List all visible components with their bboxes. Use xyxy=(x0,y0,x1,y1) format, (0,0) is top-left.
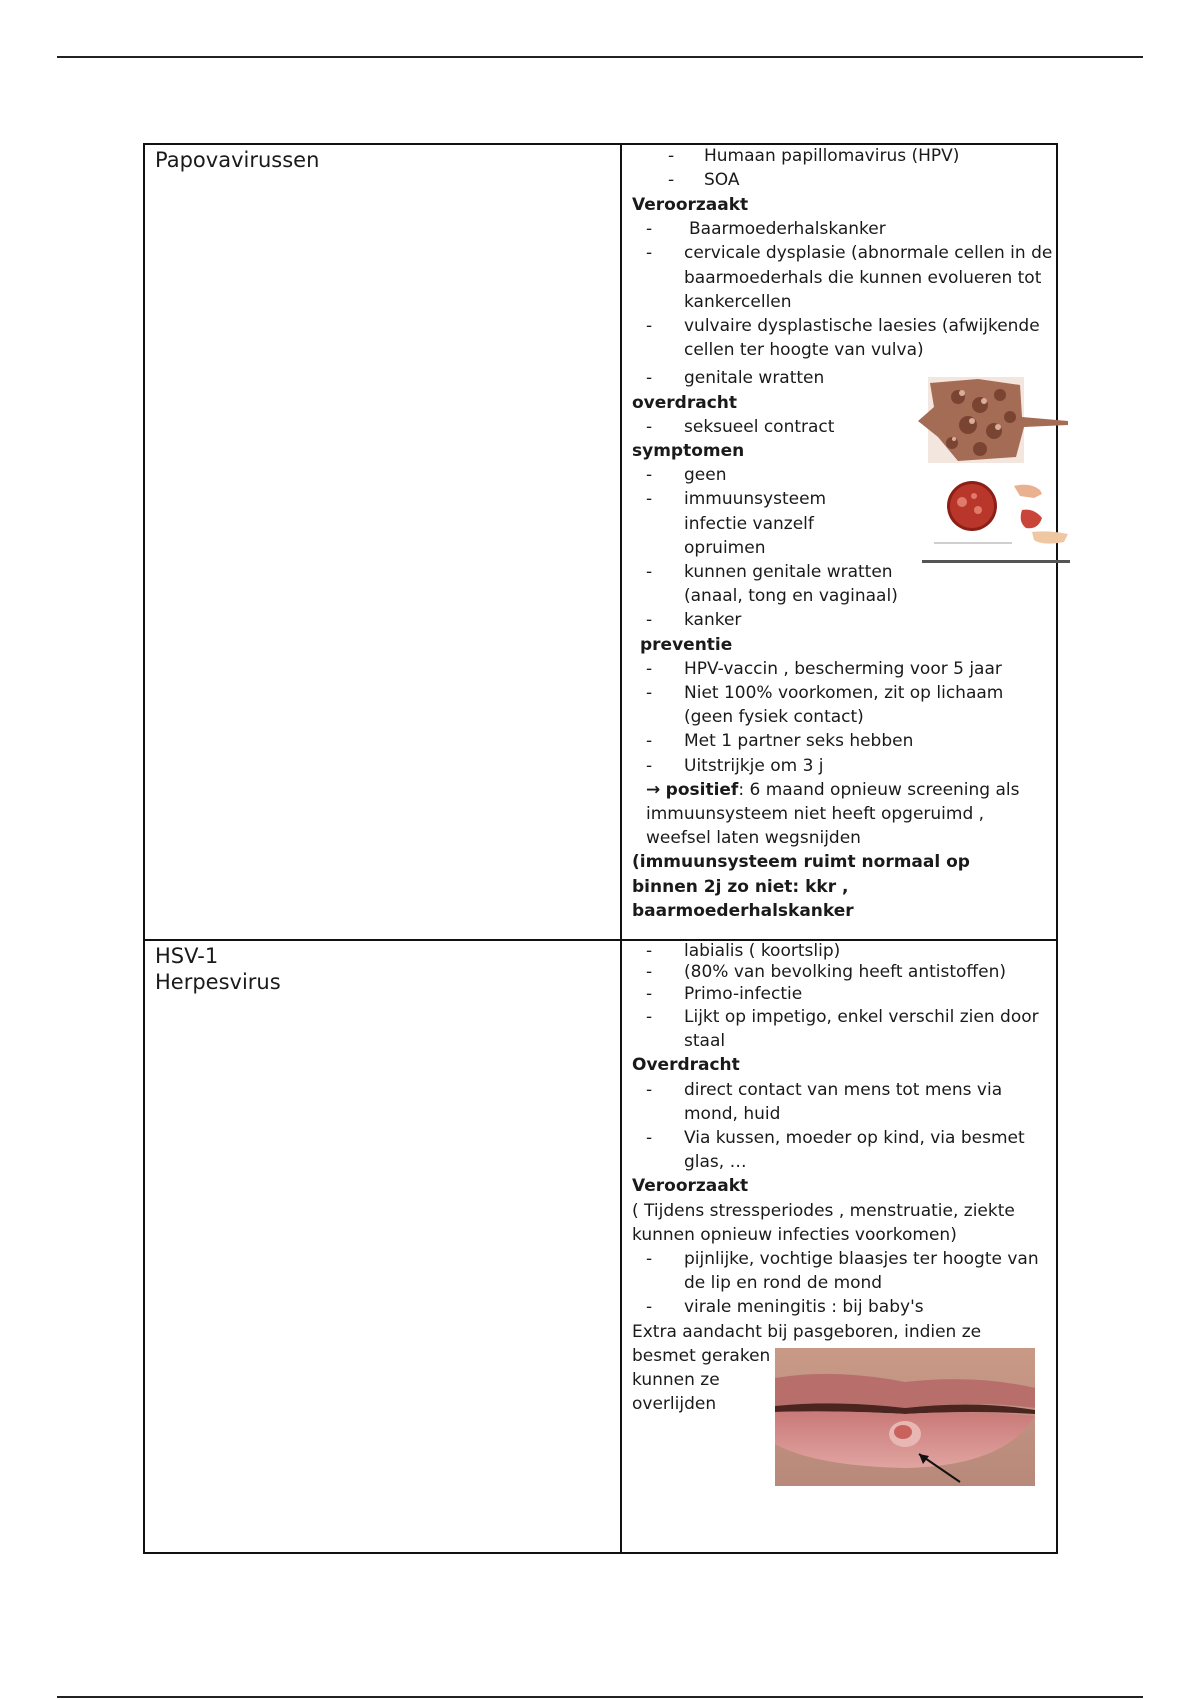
list-item: - geen xyxy=(632,463,1048,487)
virus-name: HSV-1 xyxy=(155,944,219,968)
extra-note-line: overlijden xyxy=(632,1394,717,1415)
immune-note: (immuunsysteem ruimt normaal op binnen 2j zo niet: kkr , baarmoederhalskanker xyxy=(632,852,970,921)
section-heading: Veroorzaakt xyxy=(632,195,749,215)
positief-label: positief xyxy=(665,779,739,800)
list-item: - Humaan papillomavirus (HPV) xyxy=(632,145,1048,167)
list-item: - virale meningitis : bij baby's xyxy=(632,1295,1048,1319)
list-item: - labialis ( koortslip) xyxy=(632,941,1048,961)
section-heading: Overdracht xyxy=(632,1055,740,1076)
arrow-icon: → xyxy=(646,779,661,800)
list-item: - seksueel contract xyxy=(632,415,1048,439)
list-item: - SOA xyxy=(632,167,1048,193)
virus-table xyxy=(143,143,1058,1554)
extra-note-line: besmet geraken xyxy=(632,1345,771,1366)
list-item: - (80% van bevolking heeft antistoffen) xyxy=(632,961,1048,983)
list-item: - Niet 100% voorkomen, zit op lichaam (geen fysiek contact) xyxy=(632,681,1034,729)
list-item: - direct contact van mens tot mens via mond, huid xyxy=(632,1078,1034,1126)
list-item: - Lijkt op impetigo, enkel verschil zien door staal xyxy=(632,1005,1064,1053)
section-heading: overdracht xyxy=(632,392,738,413)
extra-note-line: Extra aandacht bij pasgeboren, indien ze xyxy=(632,1321,982,1342)
section-heading: preventie xyxy=(640,634,733,655)
section-heading: symptomen xyxy=(632,441,745,462)
list-item: - kunnen genitale wratten (anaal, tong en vaginaal) xyxy=(632,560,924,608)
list-item: - immuunsysteem infectie vanzelf opruimen xyxy=(632,487,894,560)
positief-note xyxy=(632,778,1046,851)
genital-warts-image xyxy=(918,377,1070,463)
cervix-diagram-image xyxy=(922,480,1070,570)
cold-sore-lip-image xyxy=(775,1348,1035,1486)
list-item: - cervicale dysplasie (abnormale cellen in de baarmoederhals die kunnen evolueren tot kankercellen xyxy=(632,241,1064,314)
table-row xyxy=(144,144,1057,940)
virus-info-cell xyxy=(621,940,1057,1553)
list-item: - kanker xyxy=(632,608,1048,632)
list-item: - Uitstrijkje om 3 j xyxy=(632,754,1048,778)
virus-info-cell xyxy=(621,144,1057,940)
list-item: - genitale wratten xyxy=(632,366,1048,390)
virus-name-cell xyxy=(144,144,621,940)
footer-rule xyxy=(57,1696,1143,1698)
section-heading: Veroorzaakt xyxy=(632,1176,749,1197)
list-item: - Primo-infectie xyxy=(632,983,1048,1005)
header-rule xyxy=(57,56,1143,58)
list-item: - vulvaire dysplastische laesies (afwijkende cellen ter hoogte van vulva) xyxy=(632,314,1064,362)
list-item: - Baarmoederhalskanker xyxy=(632,217,1048,241)
extra-note-line: kunnen ze xyxy=(632,1370,720,1391)
list-item: - pijnlijke, vochtige blaasjes ter hoogte van de lip en rond de mond xyxy=(632,1247,1064,1295)
veroorzaakt-note: ( Tijdens stressperiodes , menstruatie, ziekte kunnen opnieuw infecties voorkomen) xyxy=(632,1200,1015,1245)
virus-name: Papovavirussen xyxy=(155,148,320,172)
list-item: - Met 1 partner seks hebben xyxy=(632,729,1048,753)
positief-text: : 6 maand opnieuw screening als immuunsysteem niet heeft opgeruimd , weefsel laten wegsnijden xyxy=(646,779,1020,849)
virus-name-cell xyxy=(144,940,621,1553)
table-row xyxy=(144,940,1057,1553)
list-item: - Via kussen, moeder op kind, via besmet glas, … xyxy=(632,1126,1054,1174)
list-item: - HPV-vaccin , bescherming voor 5 jaar xyxy=(632,657,1048,681)
virus-family: Herpesvirus xyxy=(155,970,281,994)
